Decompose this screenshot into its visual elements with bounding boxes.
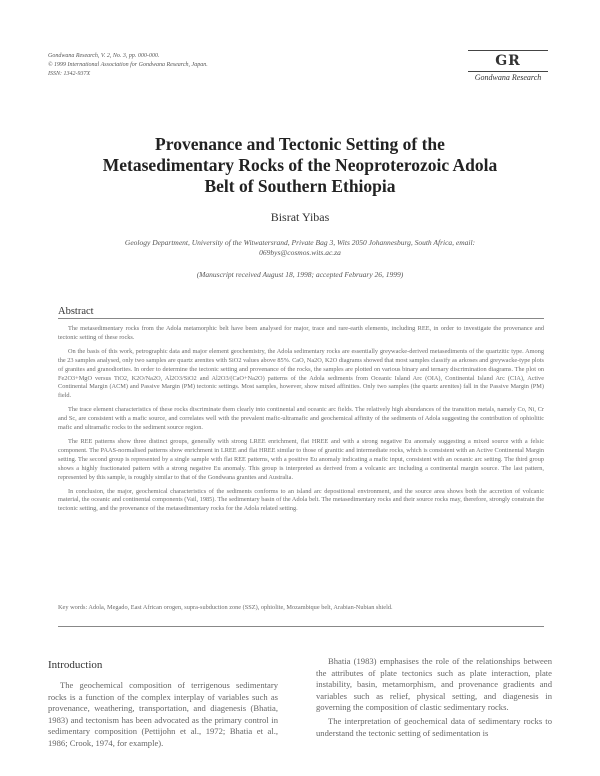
journal-line-3: ISSN: 1342-937X (48, 71, 91, 77)
journal-line-2: © 1999 International Association for Gondwana Research, Japan. (48, 62, 208, 68)
logo-journal-name: Gondwana Research (474, 73, 542, 82)
manuscript-dates: (Manuscript received August 18, 1998; accepted February 26, 1999) (196, 270, 404, 279)
abstract-heading: Abstract (58, 306, 94, 317)
abstract-paragraph: The trace element characteristics of these rocks discriminate them clearly into continental and oceanic arc fields. The relatively high abundances of the transition metals, namely Co, Ni, Cr and Sc, are consistent with a mafic source, and correlates well with the prevalent mafic-ultramafic and geochemical affinity of the sediments of Adola suggesting the contribution of ophiolitic mafic and ultramafic rocks to the sediment source region. (58, 406, 544, 432)
abstract-paragraph: The REE patterns show three distinct groups, generally with strong LREE enrichment, flat HREE and with a strong negative Eu anomaly suggesting a mixed source with a felsic component. The PAAS-normalised patterns show enrichment in LREE and flat HREE similar to those of granitic and intermediate rocks, which is consistent with an Active Continental Margin setting. The second group is represented by a single sample with flat REE patterns, with a positive Eu anomaly indicating a mafic input, consistent with an oceanic arc setting. The third group shows a highly fractionated pattern with a strong negative Eu anomaly. This group is interpreted as derived from a volcanic arc including a continental margin source. The last pattern, represented by this sample, is roughly similar to that of the Gondwana granites and Australia. (58, 437, 544, 481)
journal-logo (466, 50, 550, 83)
keywords: Key words: Adola, Megado, East African orogen, supra-subduction zone (SSZ), ophiolite, Mozambique belt, Arabian-Nubian shield. (58, 604, 393, 611)
author-name: Bisrat Yibas (270, 210, 330, 224)
body-paragraph: Bhatia (1983) emphasises the role of the relationships between the attributes of plate tectonics such as plate interaction, plate instability, basin, metamorphism, and provenance gradients and variables such as relief, physical setting, and diagenesis in governing the composition of clastic sedimentary rocks. (316, 656, 552, 713)
abstract-paragraph: The metasedimentary rocks from the Adola metamorphic belt have been analysed for major, trace and rare-earth elements, including REE, in order to investigate the provenance and tectonic setting of these rocks. (58, 325, 544, 341)
journal-citation (48, 52, 208, 79)
body-paragraph: The interpretation of geochemical data of sedimentary rocks to understand the tectonic setting of sedimentation is (316, 715, 552, 738)
abstract-divider (58, 318, 544, 319)
abstract-body (58, 325, 544, 519)
logo-bottom-rule (468, 71, 548, 72)
right-column (316, 656, 552, 741)
author-affiliation: Geology Department, University of the Witwatersrand, Private Bag 3, Wits 2050 Johannesburg, South Africa, email: 069bys@cosmos.wits.ac.za (124, 238, 476, 257)
abstract-paragraph: On the basis of this work, petrographic data and major element geochemistry, the Adola sedimentary rocks are essentially greywacke-derived metasediments of the quartzitic type. Among the 23 samples analysed, only two samples are quartz arenites with SiO2 values above 85%. CaO, Na2O, K2O diagrams showed that most samples classify as arkoses and greywacke-type plots of granites and granodiorites. In order to determine the tectonic setting and provenance of the rocks, the samples are plotted on various binary and ternary discrimination diagrams. The plot on Fe2O3+MgO versus TiO2, K2O/Na2O, Al2O3/SiO2 and Al2O3/(CaO+Na2O) patterns of the Adola sediments from Oceanic Island Arc (OIA), Continental Island Arc (CIA), Active Continental Margin (ACM) and Passive Margin (PM) tectonic settings. Most samples, however, show mixed affinities. Only two samples (the quartz arenites) fall in the Passive Margin (PM) field. (58, 347, 544, 400)
introduction-heading: Introduction (48, 659, 103, 671)
logo-mark: GR (495, 53, 521, 69)
abstract-end-divider (58, 626, 544, 627)
left-column (48, 680, 278, 752)
body-paragraph: The geochemical composition of terrigenous sedimentary rocks is a function of the complex interplay of variables such as provenance, weathering, transportation, and diagenesis (Bhatia, 1983) and tectonism has been advocated as the primary control in sedimentary composition (Pettijohn et al., 1972; Bhatia et al., 1986; Crook, 1974, for example). (48, 680, 278, 748)
abstract-paragraph: In conclusion, the major, geochemical characteristics of the sediments conforms to an island arc depositional environment, and the source area shows both the accretion of volcanic material, the oceanic and continental components (Vail, 1985). The sedimentary basin of the Adola belt. The metasedimentary rocks and their source rocks may, therefore, strongly constrain the tectonic setting, and the provenance of the metasedimentary rocks for the Adola related setting. (58, 487, 544, 513)
journal-line-1: Gondwana Research, V. 2, No. 3, pp. 000-000. (48, 53, 160, 59)
paper-title: Provenance and Tectonic Setting of the Metasedimentary Rocks of the Neoproterozoic Adola Belt of Southern Ethiopia (102, 134, 498, 196)
